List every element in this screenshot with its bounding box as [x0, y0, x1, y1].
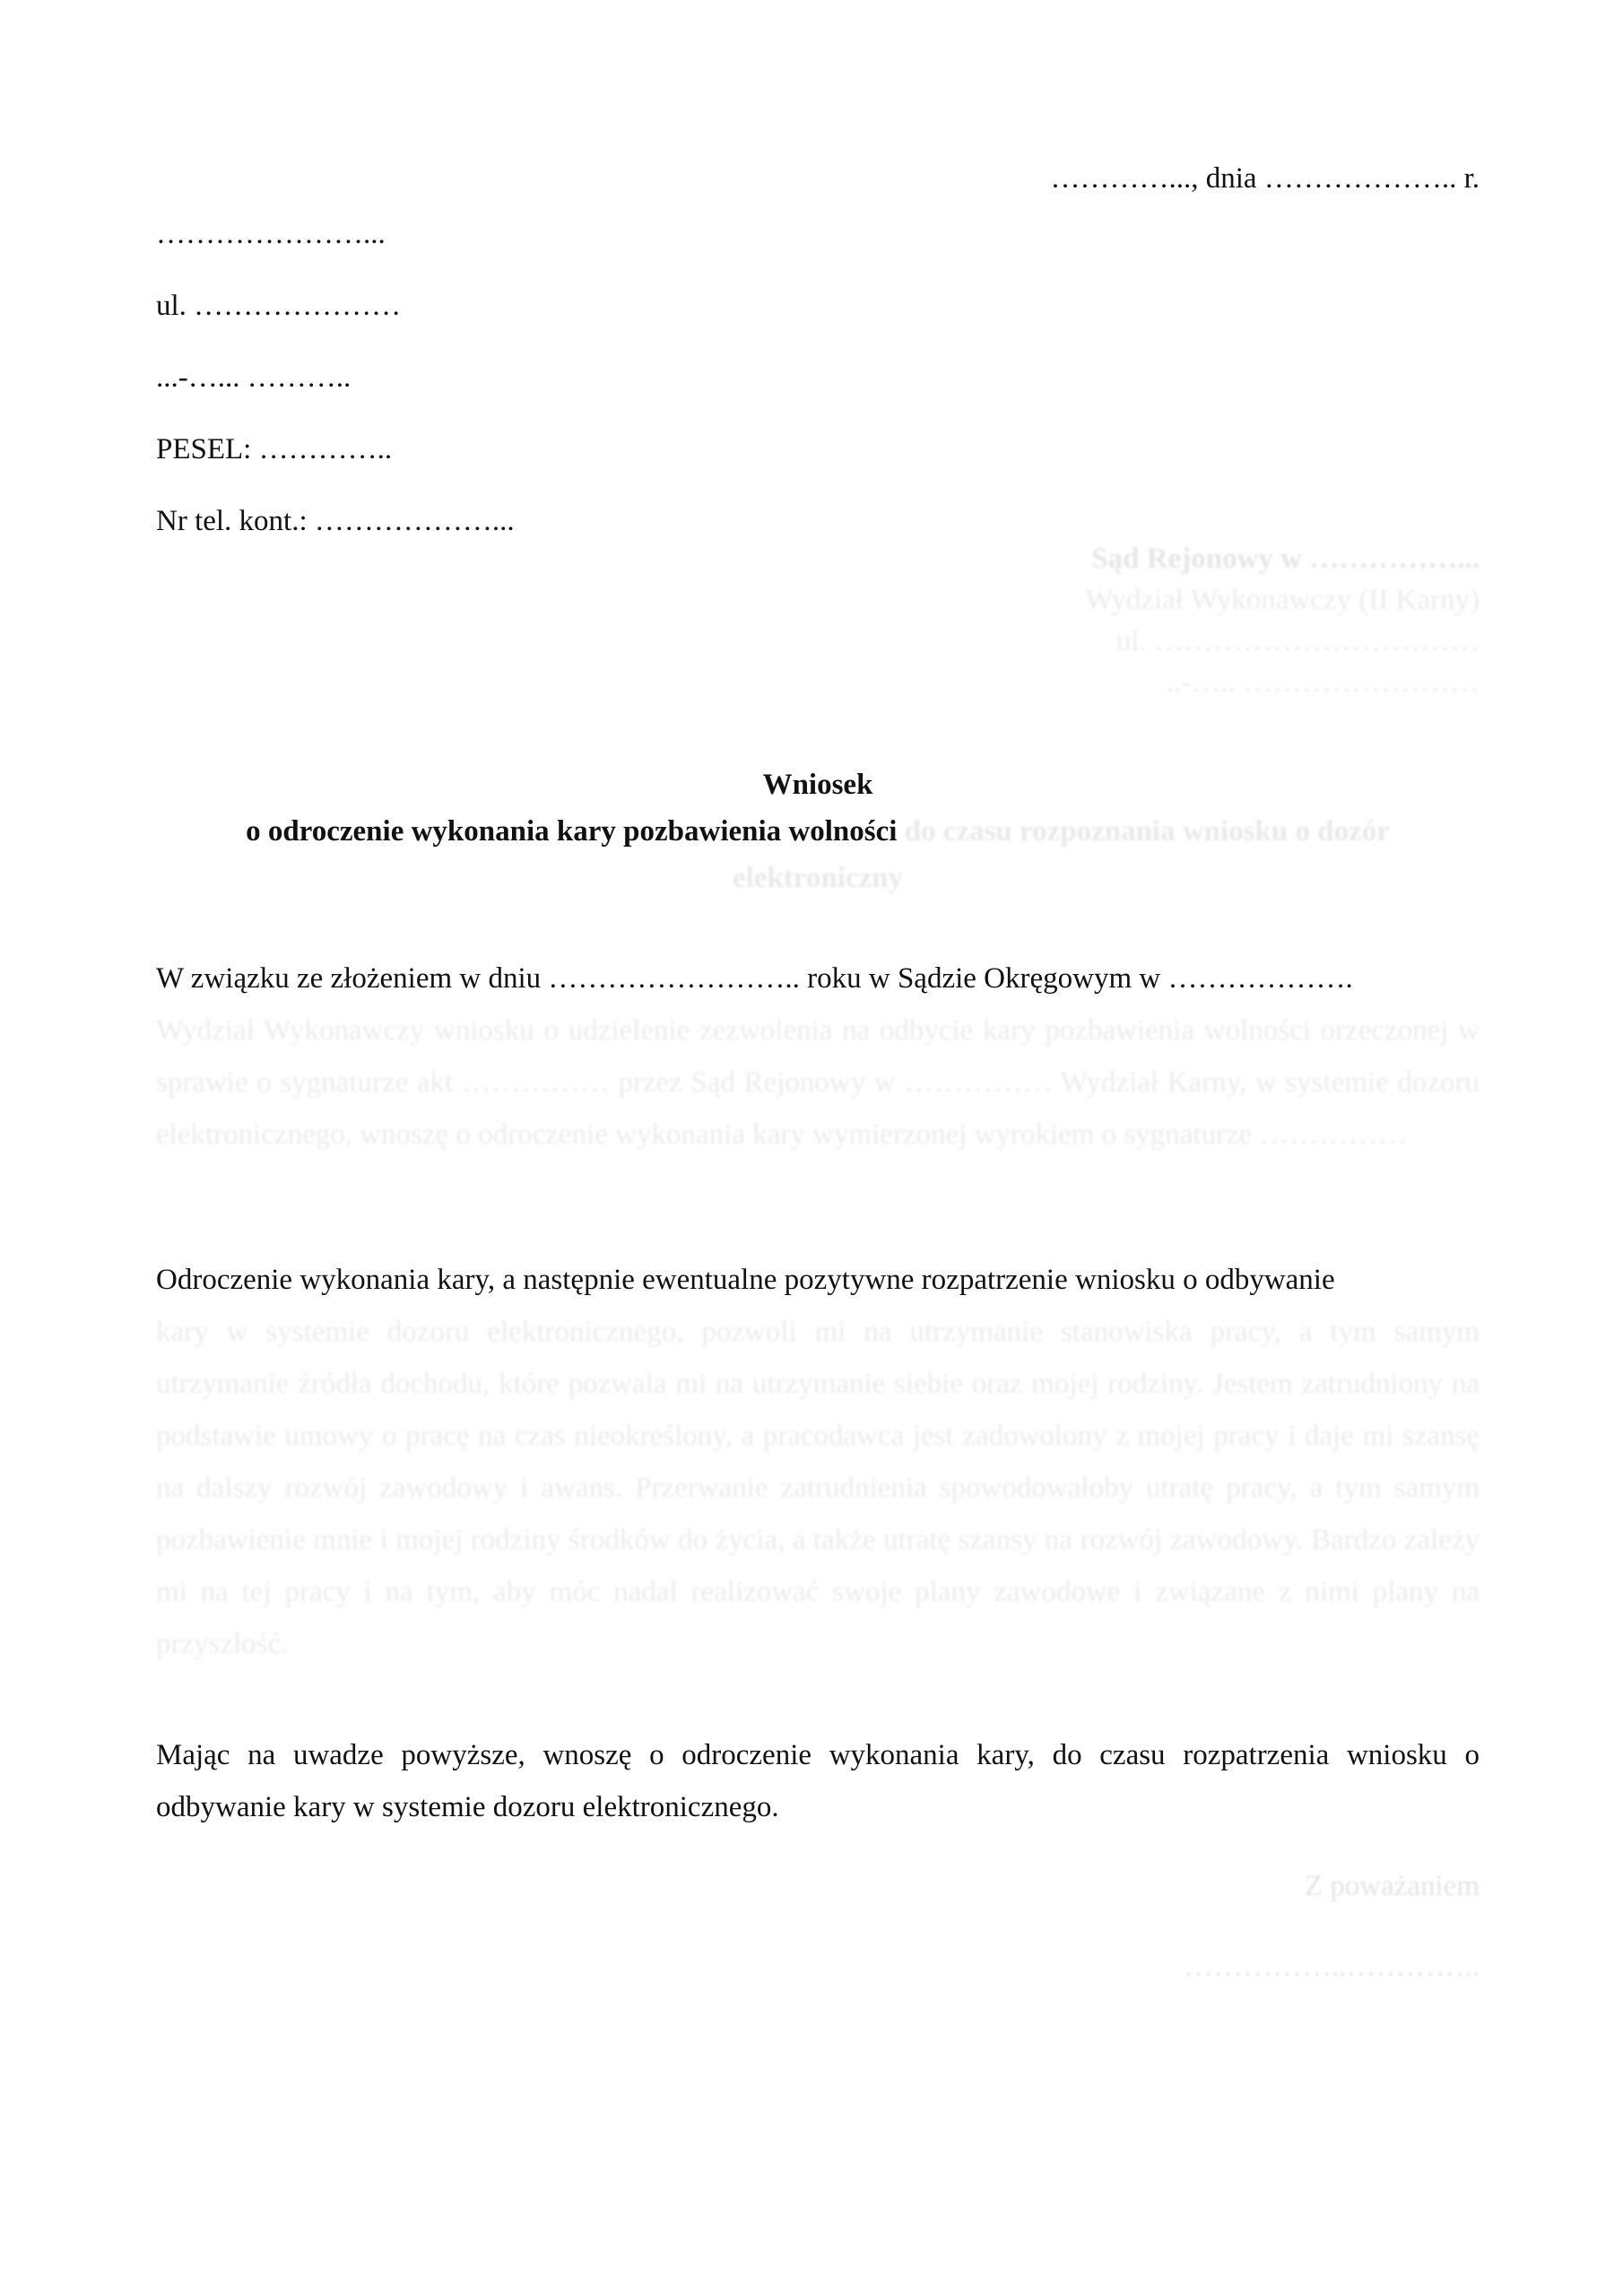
court-address-block: [1085, 538, 1480, 703]
place-date-line: …………..., dnia ……………….. r.: [1050, 162, 1480, 195]
court-name: Sąd Rejonowy w ……………...: [1091, 543, 1480, 575]
sender-street: ul. …………………: [156, 290, 402, 322]
sender-name: …………………...: [156, 218, 386, 250]
sender-pesel: PESEL: …………..: [156, 433, 393, 465]
sender-postal: ...-…... ………..: [156, 361, 352, 394]
sender-phone: Nr tel. kont.: ………………...: [156, 505, 515, 537]
paragraph-2-faded-text: kary w systemie dozoru elektronicznego, pozwoli mi na utrzymanie stanowiska pracy, a tym samym utrzymanie źródła dochodu, które pozwala mi na utrzymanie siebie oraz mojej rodziny. Jestem zatrudniony na podstawie umowy o pracę na czas nieokreślony, a pracodawca jest zadowolony z mojej pracy i daje mi szansę na dalszy rozwój zawodowy i awans. Przerwanie zatrudnienia spowodowałoby utratę pracy, a tym samym pozbawienie mnie i mojej rodziny środków do życia, a także utratę szansy na rozwój zawodowy. Bardzo zależy mi na tej pracy i na tym, aby móc nadal realizować swoje plany zawodowe i związane z nimi plany na przyszłość.: [156, 1316, 1480, 1660]
paragraph-1-faded-text: Wydział Wykonawczy wniosku o udzielenie zezwolenia na odbycie kary pozbawienia wolności orzeczonej w sprawie o sygnaturze akt …………… przez Sąd Rejonowy w …………… Wydział Karny, w systemie dozoru elektronicznego, wnoszę o odroczenie wykonania kary wymierzonej wyrokiem o sygnaturze ……………: [156, 1014, 1480, 1151]
paragraph-2: [156, 1254, 1480, 1670]
closing-block: [1184, 1866, 1480, 2027]
title-subject-visible: o odroczenie wykonania kary pozbawienia wolności: [246, 815, 898, 848]
sender-block: [156, 213, 515, 572]
document-title: [156, 764, 1480, 904]
title-subject: [156, 811, 1480, 857]
court-department: Wydział Wykonawczy (II Karny): [1085, 584, 1480, 616]
paragraph-3: Mając na uwadze powyższe, wnoszę o odroczenie wykonania kary, do czasu rozpatrzenia wniosku o odbywanie kary w systemie dozoru elektronicznego.: [156, 1739, 1480, 1823]
document-page: [156, 0, 1480, 2296]
title-subject-line2: elektroniczny: [732, 862, 904, 894]
paragraph-1: [156, 952, 1480, 1161]
closing-regards: Z poważaniem: [1304, 1870, 1480, 1902]
signature-line: ……………..…………..: [1184, 1951, 1480, 1983]
title-heading: Wniosek: [762, 769, 873, 801]
paragraph-2-first-line: Odroczenie wykonania kary, a następnie ewentualne pozytywne rozpatrzenie wniosku o odbywanie: [156, 1264, 1335, 1296]
court-postal: ..-….. ……………………: [1166, 666, 1480, 699]
title-subject-faded: do czasu rozpoznania wniosku o dozór: [897, 815, 1390, 848]
paragraph-1-first-line: W związku ze złożeniem w dniu …………………….. roku w Sądzie Okręgowym w ……………….: [156, 962, 1353, 995]
court-street: ul. ……………………………: [1115, 625, 1480, 657]
